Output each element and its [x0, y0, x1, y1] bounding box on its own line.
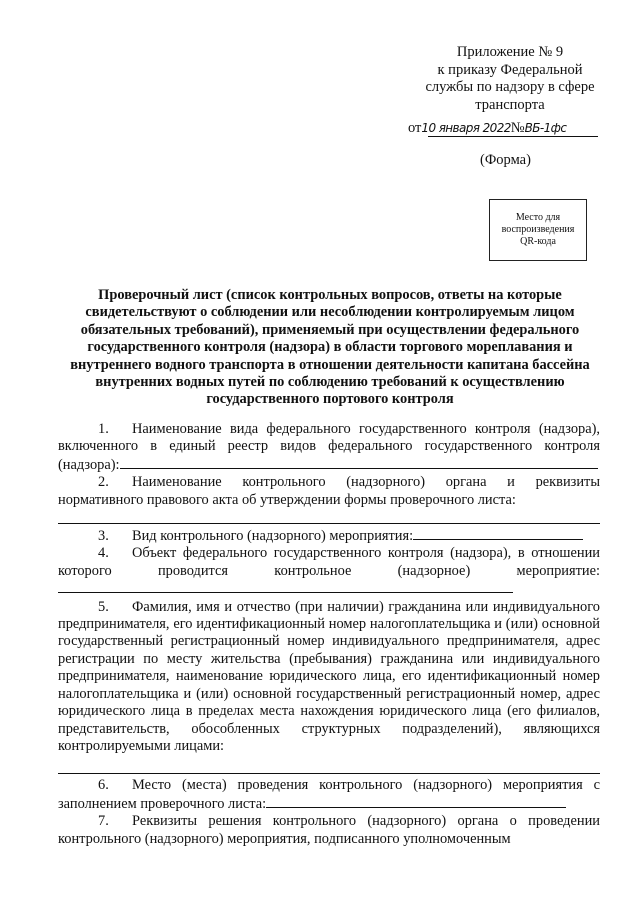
item-text: Объект федерального государственного контроля (надзора), в отношении которого проводится контрольное (надзорное) мероприятие:	[58, 545, 600, 579]
item-text: Фамилия, имя и отчество (при наличии) гражданина или индивидуального предпринимателя, его идентификационный номер налогоплательщика и (или) основной государственный регистрационный номер индивидуального предпринимателя, адрес регистрации по месту жительства (пребывания) гражданина или индивидуального предпринимателя, наименование юридического лица, его идентификационный номер налогоплательщика и (или) основной государственный регистрационный номер, адрес юридического лица в пределах места нахождения юридического лица (его филиалов, представительств, обособленных структурных подразделений), являющихся контролируемыми лицами:	[58, 598, 600, 754]
appendix-line: транспорта	[475, 96, 545, 113]
list-item	[58, 599, 600, 756]
item-number: 2.	[98, 474, 109, 491]
item-number: 7.	[98, 813, 109, 830]
order-underline	[428, 136, 598, 137]
item-number: 4.	[98, 545, 109, 562]
order-number-label: №	[510, 120, 525, 136]
item-number: 6.	[98, 777, 109, 794]
appendix-line: службы по надзору в сфере	[425, 79, 595, 95]
document-title: Проверочный лист (список контрольных вопросов, ответы на которые свидетельствуют о соблюдении или несоблюдении контролируемым лицом обязательных требований), применяемый при осуществлении федерального государственного контроля (надзора) в области торгового мореплавания и внутреннего водного транспорта в отношении деятельности капитана бассейна внутренних водных путей по соблюдению требований к осуществлению государственного портового контроля	[70, 287, 590, 408]
list-item	[58, 545, 600, 598]
list-item	[58, 777, 600, 813]
fill-in-line	[58, 509, 600, 524]
item-number: 1.	[98, 421, 109, 437]
list-item	[58, 527, 600, 545]
fill-in-line	[58, 759, 600, 774]
order-date: 10 января 2022	[421, 121, 511, 135]
item-text: Место (места) проведения контрольного (надзорного) мероприятия с заполнением проверочного листа:	[58, 777, 600, 812]
list-item	[58, 474, 600, 509]
item-text: Наименование вида федерального государственного контроля (надзора), включенного в единый реестр видов федерального государственного контроля (надзора):	[58, 421, 600, 473]
form-label: (Форма)	[480, 152, 531, 168]
item-text: Наименование контрольного (надзорного) органа и реквизиты нормативного правового акта об утверждении формы проверочного листа:	[58, 474, 600, 508]
order-number: ВБ-1фс	[524, 121, 567, 135]
order-prefix: от	[408, 120, 422, 136]
order-reference	[408, 120, 608, 137]
qr-code-placeholder	[489, 199, 587, 261]
fill-in-line	[266, 795, 566, 808]
appendix-line: Приложение № 9	[456, 44, 564, 60]
item-text: Реквизиты решения контрольного (надзорного) органа о проведении контрольного (надзорного) мероприятия, подписанного уполномоченным	[58, 813, 600, 847]
appendix-line: к приказу Федеральной	[437, 61, 583, 78]
item-number: 3.	[98, 528, 109, 545]
item-text: Вид контрольного (надзорного) мероприятия:	[132, 528, 414, 545]
item-number: 5.	[98, 598, 109, 615]
qr-placeholder-text: Место для воспроизведения QR-кода	[501, 212, 575, 247]
list-item	[58, 813, 600, 848]
fill-in-line	[120, 456, 598, 469]
list-item	[58, 421, 600, 474]
appendix-header	[410, 44, 610, 114]
checklist-items	[58, 421, 600, 848]
fill-in-line	[58, 580, 513, 593]
fill-in-line	[413, 527, 583, 540]
